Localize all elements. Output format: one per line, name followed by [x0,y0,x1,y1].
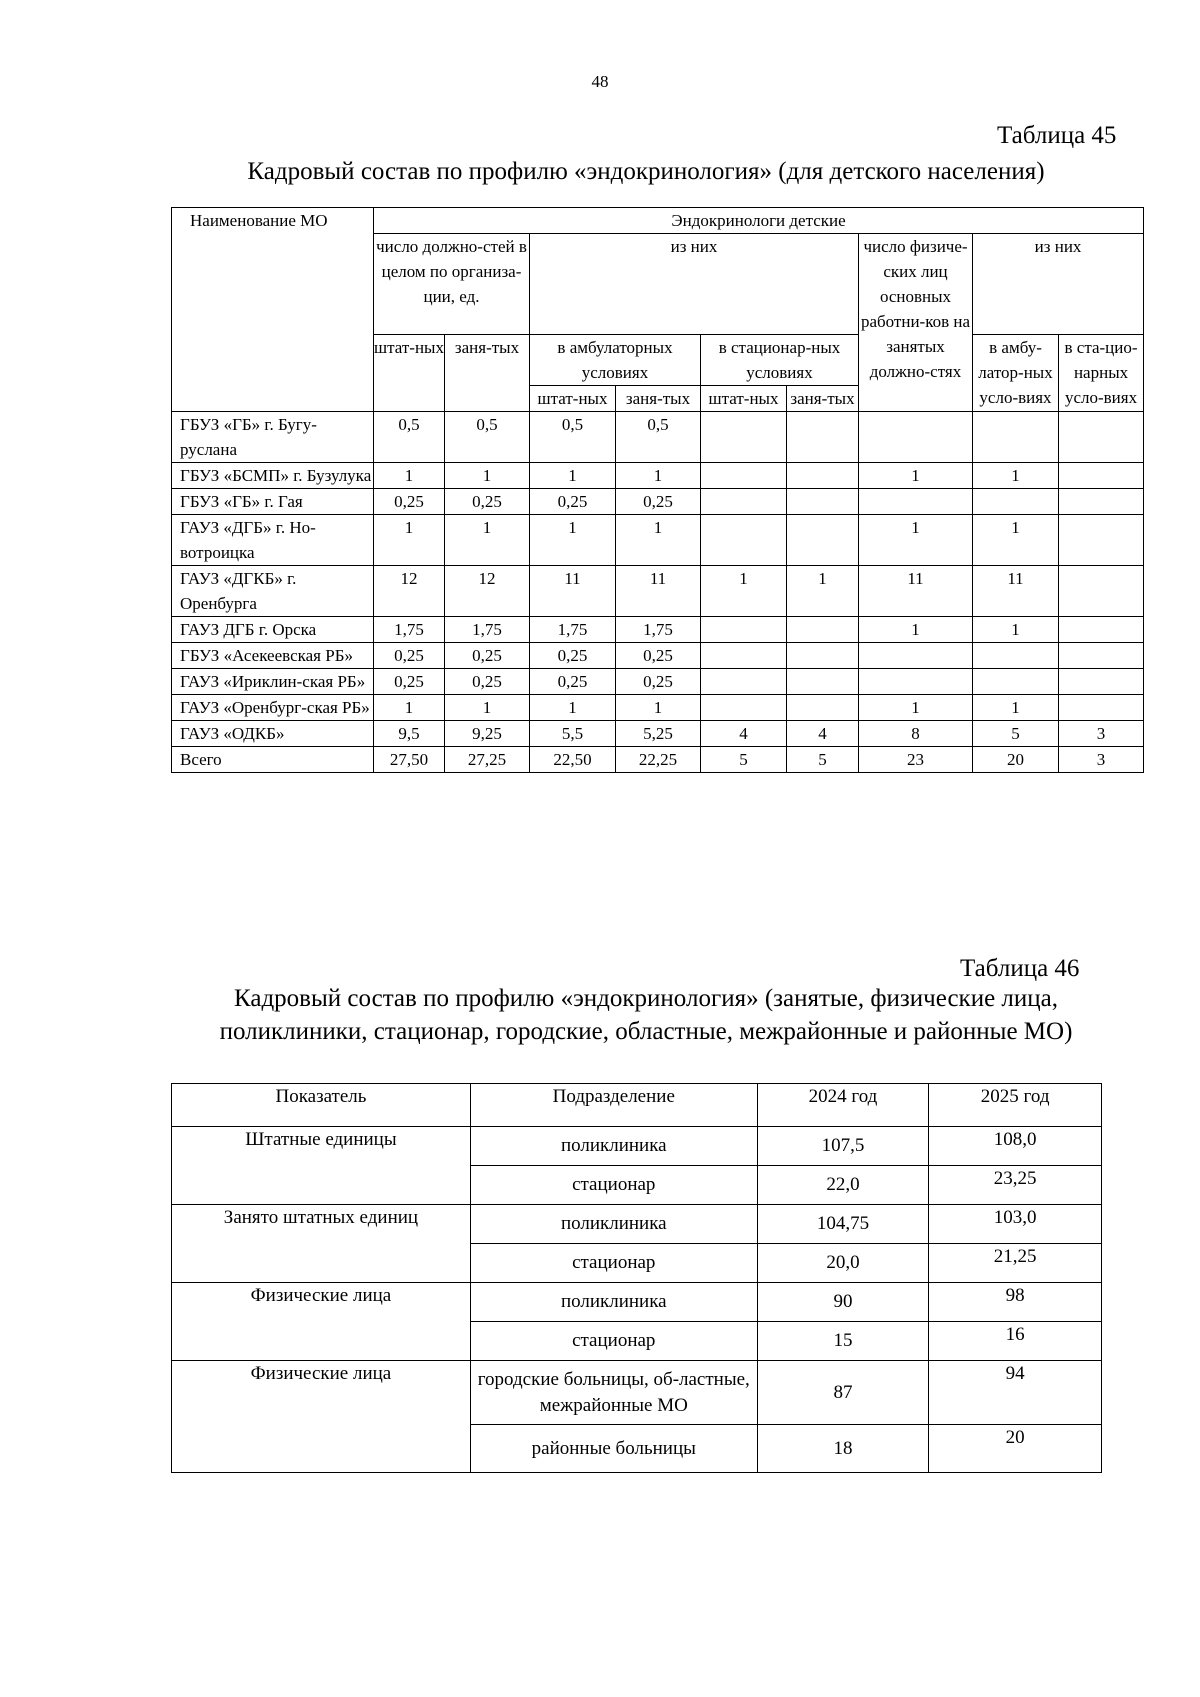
value-cell: 1 [859,515,973,566]
value-cell: 11 [616,566,701,617]
value-cell: 1,75 [374,617,445,643]
indicator-cell: Штатные единицы [172,1127,471,1205]
header-inpatient: в стационар-ных условиях [701,335,859,386]
value-cell [1059,412,1144,463]
table-46-title-line-1: Кадровый состав по профилю «эндокринология» (занятые, физические лица, [234,985,1058,1012]
table-row [172,695,1144,721]
mo-name-cell: ГАУЗ «ДГКБ» г. Оренбурга [172,566,374,617]
table-row [172,747,1144,773]
table-row [172,463,1144,489]
value-cell [787,643,859,669]
value-cell: 1 [859,695,973,721]
value-2024-cell: 104,75 [757,1205,929,1244]
value-cell: 1 [530,695,616,721]
value-cell: 0,25 [616,489,701,515]
table-row [172,1361,1102,1425]
value-cell [701,412,787,463]
value-2024-cell: 90 [757,1283,929,1322]
unit-cell: стационар [470,1244,757,1283]
value-2025-cell: 98 [929,1283,1102,1322]
value-cell [973,412,1059,463]
table-row [172,643,1144,669]
value-cell [973,489,1059,515]
value-cell: 0,25 [616,669,701,695]
value-cell [701,463,787,489]
value-cell [1059,643,1144,669]
table-row [172,669,1144,695]
value-2024-cell: 15 [757,1322,929,1361]
value-cell: 20 [973,747,1059,773]
unit-cell: поликлиника [470,1127,757,1166]
value-cell [701,489,787,515]
header-2024: 2024 год [757,1084,929,1127]
value-cell: 3 [1059,747,1144,773]
value-2024-cell: 20,0 [757,1244,929,1283]
value-cell: 0,25 [616,643,701,669]
value-cell [787,695,859,721]
value-cell [787,412,859,463]
value-cell [787,669,859,695]
value-cell: 5 [701,747,787,773]
value-cell [1059,463,1144,489]
header-persons: число физиче-ских лиц основных работни-ков на занятых должно-стях [859,234,973,412]
header-group: Эндокринологи детские [374,208,1144,234]
value-cell [787,617,859,643]
value-cell: 1 [445,695,530,721]
value-cell: 0,5 [374,412,445,463]
table-row [172,1283,1102,1322]
table-45-label: Таблица 45 [997,122,1117,149]
value-cell [1059,566,1144,617]
header-inp-occupied: заня-тых [787,386,859,412]
value-cell [859,489,973,515]
value-cell: 12 [374,566,445,617]
table-46-title-line-2: поликлиники, стационар, городские, областные, межрайонные и районные МО) [219,1018,1073,1045]
value-cell [1059,515,1144,566]
page-number: 48 [591,72,609,91]
table-row [172,412,1144,463]
value-cell: 4 [787,721,859,747]
value-cell: 1 [973,695,1059,721]
table-row [172,566,1144,617]
value-cell [1059,695,1144,721]
value-cell: 1 [973,463,1059,489]
value-cell: 27,50 [374,747,445,773]
value-cell [1059,669,1144,695]
value-cell: 1 [859,463,973,489]
value-cell: 1 [374,695,445,721]
mo-name-cell: ГАУЗ «Оренбург-ская РБ» [172,695,374,721]
value-cell: 5 [973,721,1059,747]
value-cell: 5,5 [530,721,616,747]
value-2024-cell: 18 [757,1425,929,1473]
value-cell [973,669,1059,695]
value-cell [701,643,787,669]
mo-name-cell: Всего [172,747,374,773]
value-cell: 4 [701,721,787,747]
value-cell: 23 [859,747,973,773]
header-mo-name: Наименование МО [172,208,374,412]
value-2025-cell: 20 [929,1425,1102,1473]
value-cell [701,669,787,695]
mo-name-cell: ГАУЗ ДГБ г. Орска [172,617,374,643]
value-cell: 9,25 [445,721,530,747]
value-cell: 0,25 [445,643,530,669]
table-46 [171,1083,1102,1473]
value-2025-cell: 108,0 [929,1127,1102,1166]
table-row [172,617,1144,643]
value-cell [1059,617,1144,643]
value-cell: 8 [859,721,973,747]
value-cell [859,643,973,669]
value-cell: 1 [616,463,701,489]
indicator-cell: Физические лица [172,1283,471,1361]
header-persons-ambulatory: в амбу-латор-ных усло-виях [973,335,1059,412]
value-2024-cell: 107,5 [757,1127,929,1166]
value-cell: 0,25 [530,669,616,695]
header-positions-total: число должно-стей в целом по организа-ции, ед. [374,234,530,335]
mo-name-cell: ГБУЗ «Асекеевская РБ» [172,643,374,669]
value-cell [787,489,859,515]
unit-cell: поликлиника [470,1205,757,1244]
value-cell: 1 [374,515,445,566]
value-2025-cell: 103,0 [929,1205,1102,1244]
value-cell: 0,25 [374,669,445,695]
value-cell [859,669,973,695]
value-2024-cell: 22,0 [757,1166,929,1205]
value-cell [787,515,859,566]
header-persons-inpatient: в ста-цио-нарных усло-виях [1059,335,1144,412]
value-2025-cell: 21,25 [929,1244,1102,1283]
table-46-label: Таблица 46 [960,955,1080,982]
value-cell: 1,75 [616,617,701,643]
header-indicator: Показатель [172,1084,471,1127]
value-cell: 0,25 [374,489,445,515]
value-2024-cell: 87 [757,1361,929,1425]
header-amb-staff: штат-ных [530,386,616,412]
mo-name-cell: ГАУЗ «ОДКБ» [172,721,374,747]
value-cell: 0,25 [374,643,445,669]
header-of-them-positions: из них [530,234,859,335]
value-cell: 0,5 [616,412,701,463]
header-ambulatory: в амбулаторных условиях [530,335,701,386]
value-cell: 3 [1059,721,1144,747]
value-cell: 0,25 [530,489,616,515]
value-cell: 1 [374,463,445,489]
value-cell: 1 [616,695,701,721]
value-cell: 5 [787,747,859,773]
header-occupied: заня-тых [445,335,530,412]
mo-name-cell: ГАУЗ «Ириклин-ская РБ» [172,669,374,695]
value-cell [787,463,859,489]
value-2025-cell: 94 [929,1361,1102,1425]
indicator-cell: Физические лица [172,1361,471,1473]
value-2025-cell: 23,25 [929,1166,1102,1205]
value-cell: 0,5 [445,412,530,463]
value-cell: 0,25 [445,669,530,695]
value-cell: 0,25 [445,489,530,515]
table-row [172,515,1144,566]
unit-cell: районные больницы [470,1425,757,1473]
header-unit: Подразделение [470,1084,757,1127]
value-cell: 1 [445,515,530,566]
value-cell: 0,5 [530,412,616,463]
value-cell: 1 [973,515,1059,566]
indicator-cell: Занято штатных единиц [172,1205,471,1283]
value-cell: 1 [859,617,973,643]
header-inp-staff: штат-ных [701,386,787,412]
value-cell: 1 [530,463,616,489]
mo-name-cell: ГБУЗ «ГБ» г. Бугу-руслана [172,412,374,463]
value-cell: 22,50 [530,747,616,773]
mo-name-cell: ГБУЗ «ГБ» г. Гая [172,489,374,515]
value-cell: 1 [530,515,616,566]
value-cell [1059,489,1144,515]
value-cell: 22,25 [616,747,701,773]
value-cell [701,695,787,721]
table-row [172,721,1144,747]
value-cell: 1,75 [530,617,616,643]
value-cell: 1 [701,566,787,617]
value-cell [859,412,973,463]
value-cell: 12 [445,566,530,617]
header-staff: штат-ных [374,335,445,412]
value-cell: 5,25 [616,721,701,747]
value-cell: 1 [787,566,859,617]
header-amb-occupied: заня-тых [616,386,701,412]
unit-cell: стационар [470,1166,757,1205]
unit-cell: стационар [470,1322,757,1361]
value-cell: 1 [616,515,701,566]
mo-name-cell: ГАУЗ «ДГБ» г. Но-вотроицка [172,515,374,566]
value-cell: 1,75 [445,617,530,643]
value-cell [701,515,787,566]
unit-cell: поликлиника [470,1283,757,1322]
value-cell [973,643,1059,669]
value-cell [701,617,787,643]
header-2025: 2025 год [929,1084,1102,1127]
value-cell: 0,25 [530,643,616,669]
value-cell: 11 [530,566,616,617]
mo-name-cell: ГБУЗ «БСМП» г. Бузулука [172,463,374,489]
value-cell: 1 [973,617,1059,643]
value-cell: 1 [445,463,530,489]
value-2025-cell: 16 [929,1322,1102,1361]
value-cell: 11 [973,566,1059,617]
table-row [172,1127,1102,1166]
value-cell: 27,25 [445,747,530,773]
value-cell: 9,5 [374,721,445,747]
table-45 [171,207,1144,773]
table-row [172,1205,1102,1244]
table-row [172,489,1144,515]
header-of-them-persons: из них [973,234,1144,335]
unit-cell: городские больницы, об-ластные, межрайонные МО [470,1361,757,1425]
table-45-title: Кадровый состав по профилю «эндокринология» (для детского населения) [247,158,1045,185]
value-cell: 11 [859,566,973,617]
